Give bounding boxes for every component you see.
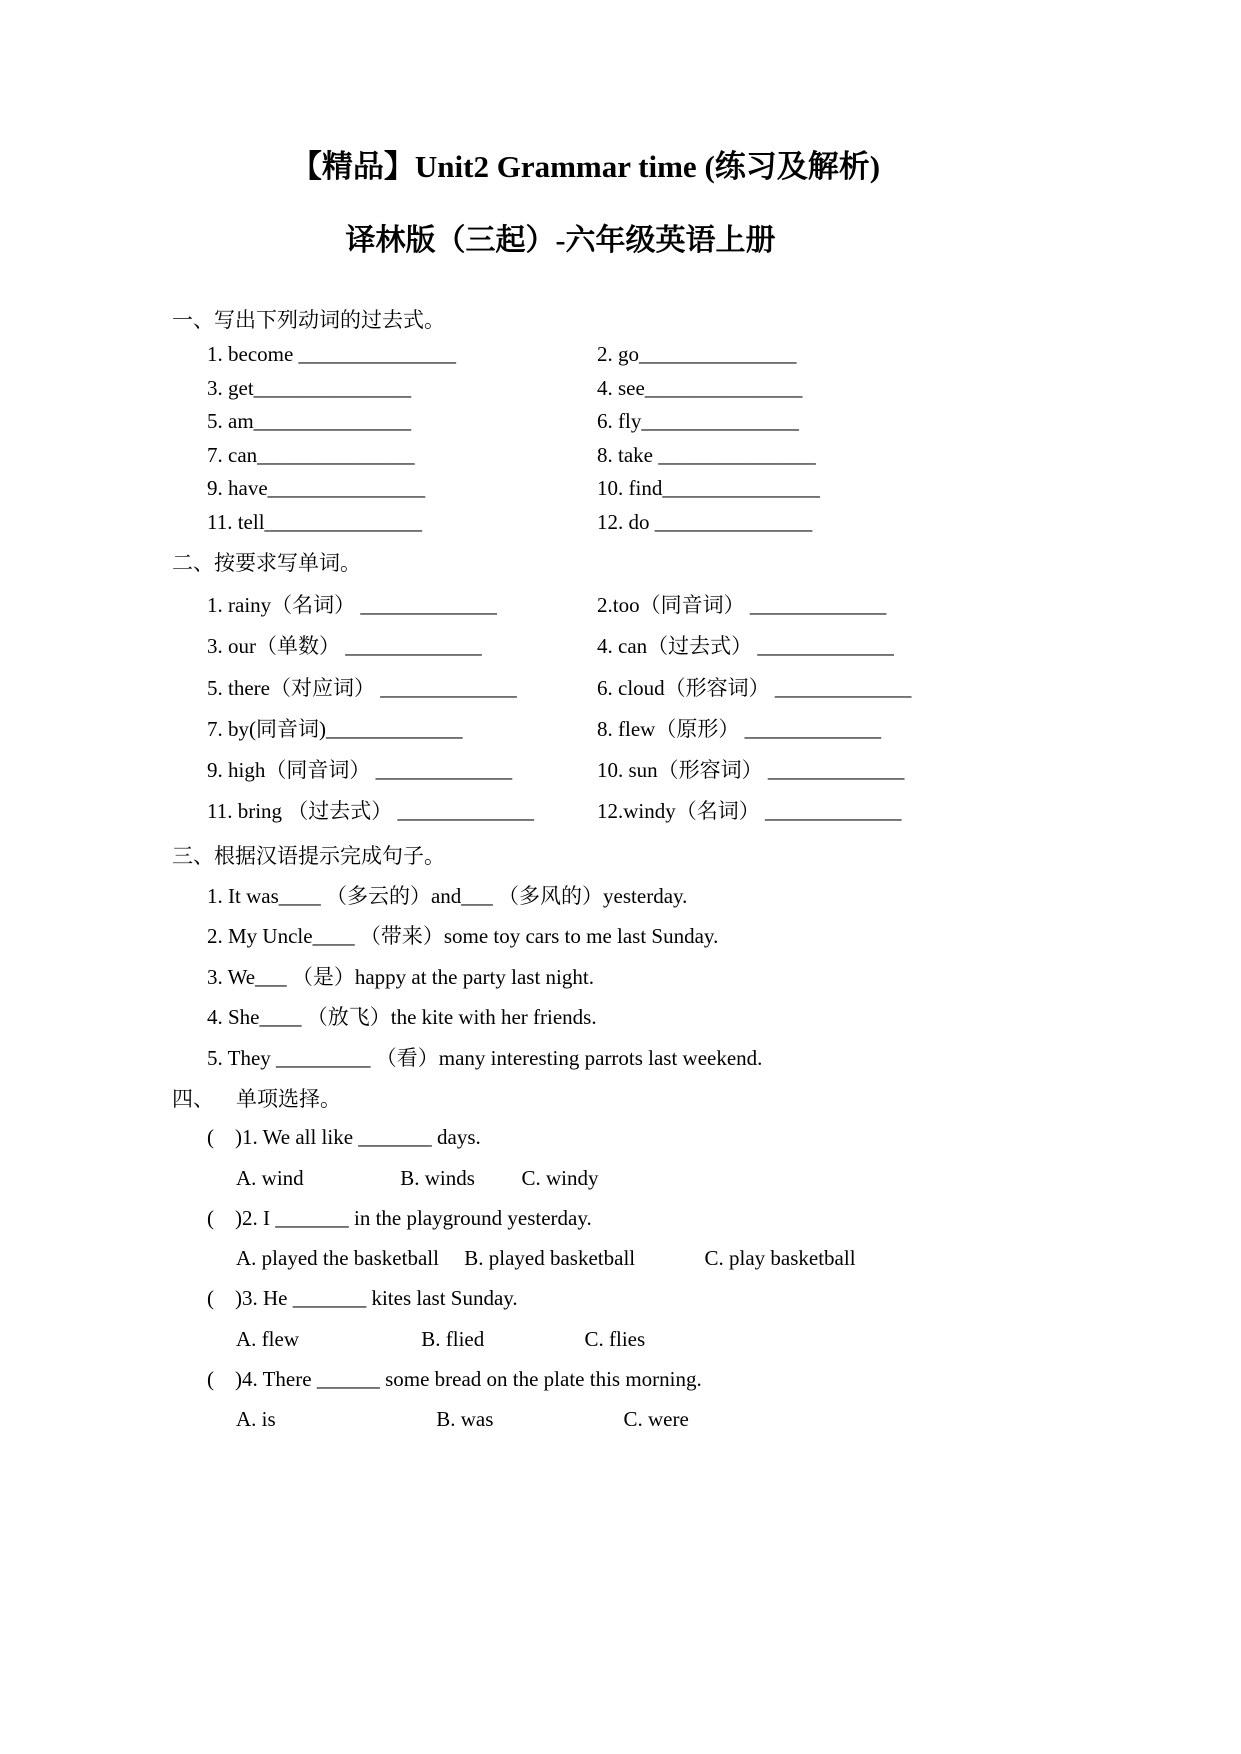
question-stem: ( )2. I _______ in the playground yesterday. — [207, 1205, 592, 1230]
verb-item: 8. take _______________ — [597, 442, 816, 467]
question-stem: ( )1. We all like _______ days. — [207, 1125, 481, 1150]
verb-item: 6. fly_______________ — [597, 409, 799, 433]
option-c: C. were — [623, 1407, 689, 1432]
word-item: 12.windy（名词） _____________ — [597, 799, 902, 824]
sentence-item: 5. They _________ （看）many interesting parrots last weekend. — [207, 1045, 763, 1070]
word-item: 5. there（对应词） _____________ — [207, 675, 517, 700]
word-item: 9. high（同音词） _____________ — [207, 758, 513, 783]
word-item: 6. cloud（形容词） _____________ — [597, 675, 912, 700]
word-row — [207, 626, 1201, 667]
page-subtitle: 译林版（三起）-六年级英语上册 — [345, 224, 776, 257]
section-4-numeral: 四、 — [172, 1087, 214, 1112]
section-4-items — [172, 1117, 1201, 1439]
verb-item: 1. become _______________ — [207, 342, 457, 366]
question-options — [236, 1319, 1201, 1359]
section-1-heading: 一、写出下列动词的过去式。 — [172, 308, 445, 332]
verb-item: 2. go_______________ — [597, 342, 797, 366]
verb-item: 4. see_______________ — [597, 375, 803, 400]
word-row — [207, 750, 1201, 791]
question-options — [236, 1238, 1201, 1278]
option-b: B. was — [436, 1407, 494, 1432]
option-a: A. wind — [236, 1165, 304, 1190]
verb-item: 5. am_______________ — [207, 409, 412, 433]
verb-row — [207, 439, 1201, 473]
sentence-item: 4. She____ （放飞）the kite with her friends. — [207, 1005, 597, 1030]
option-a: A. played the basketball — [236, 1246, 439, 1271]
page-title: 【精品】Unit2 Grammar time (练习及解析) — [290, 149, 881, 184]
word-item: 2.too（同音词） _____________ — [597, 593, 887, 617]
option-c: C. windy — [521, 1165, 599, 1190]
word-item: 7. by(同音词)_____________ — [207, 716, 463, 741]
section-4-title: 单项选择。 — [236, 1087, 341, 1112]
word-item: 8. flew（原形） _____________ — [597, 716, 882, 741]
word-row — [207, 585, 1201, 626]
question-stem: ( )3. He _______ kites last Sunday. — [207, 1286, 518, 1311]
verb-item: 11. tell_______________ — [207, 509, 423, 534]
option-c: C. flies — [584, 1326, 646, 1351]
word-item: 4. can（过去式） _____________ — [597, 634, 894, 659]
word-row — [207, 668, 1201, 709]
section-3-items — [172, 876, 1201, 1079]
word-item: 3. our（单数） _____________ — [207, 634, 482, 659]
question-options — [236, 1158, 1201, 1198]
question-options — [236, 1399, 1201, 1439]
verb-row — [207, 506, 1201, 540]
verb-item: 3. get_______________ — [207, 375, 412, 400]
verb-item: 9. have_______________ — [207, 476, 426, 500]
question-stem: ( )4. There ______ some bread on the plate this morning. — [207, 1367, 702, 1392]
verb-row — [207, 372, 1201, 406]
option-b: B. winds — [400, 1165, 475, 1190]
worksheet-body — [0, 302, 1241, 1440]
word-row — [207, 791, 1201, 832]
word-row — [207, 709, 1201, 750]
option-b: B. played basketball — [464, 1246, 636, 1271]
option-c: C. play basketball — [704, 1246, 856, 1271]
sentence-item: 2. My Uncle____ （带来）some toy cars to me last Sunday. — [207, 924, 719, 949]
verb-row — [207, 405, 1201, 439]
verb-item: 7. can_______________ — [207, 442, 415, 467]
sentence-item: 1. It was____ （多云的）and___ （多风的）yesterday. — [207, 883, 688, 908]
section-4-heading — [172, 1081, 1201, 1117]
title-block — [0, 148, 1241, 260]
word-item: 10. sun（形容词） _____________ — [597, 758, 905, 783]
section-2-heading: 二、按要求写单词。 — [172, 551, 361, 575]
word-item: 11. bring （过去式） _____________ — [207, 799, 535, 824]
verb-row — [207, 338, 1201, 372]
section-2-items — [172, 585, 1201, 833]
option-a: A. is — [236, 1407, 276, 1432]
option-b: B. flied — [421, 1326, 485, 1351]
verb-item: 10. find_______________ — [597, 476, 820, 500]
section-3-heading: 三、根据汉语提示完成句子。 — [172, 843, 445, 868]
option-a: A. flew — [236, 1326, 299, 1351]
section-1-items — [172, 338, 1201, 539]
word-item: 1. rainy（名词） _____________ — [207, 593, 497, 617]
verb-row — [207, 472, 1201, 506]
verb-item: 12. do _______________ — [597, 509, 813, 534]
sentence-item: 3. We___ （是）happy at the party last night. — [207, 964, 594, 989]
